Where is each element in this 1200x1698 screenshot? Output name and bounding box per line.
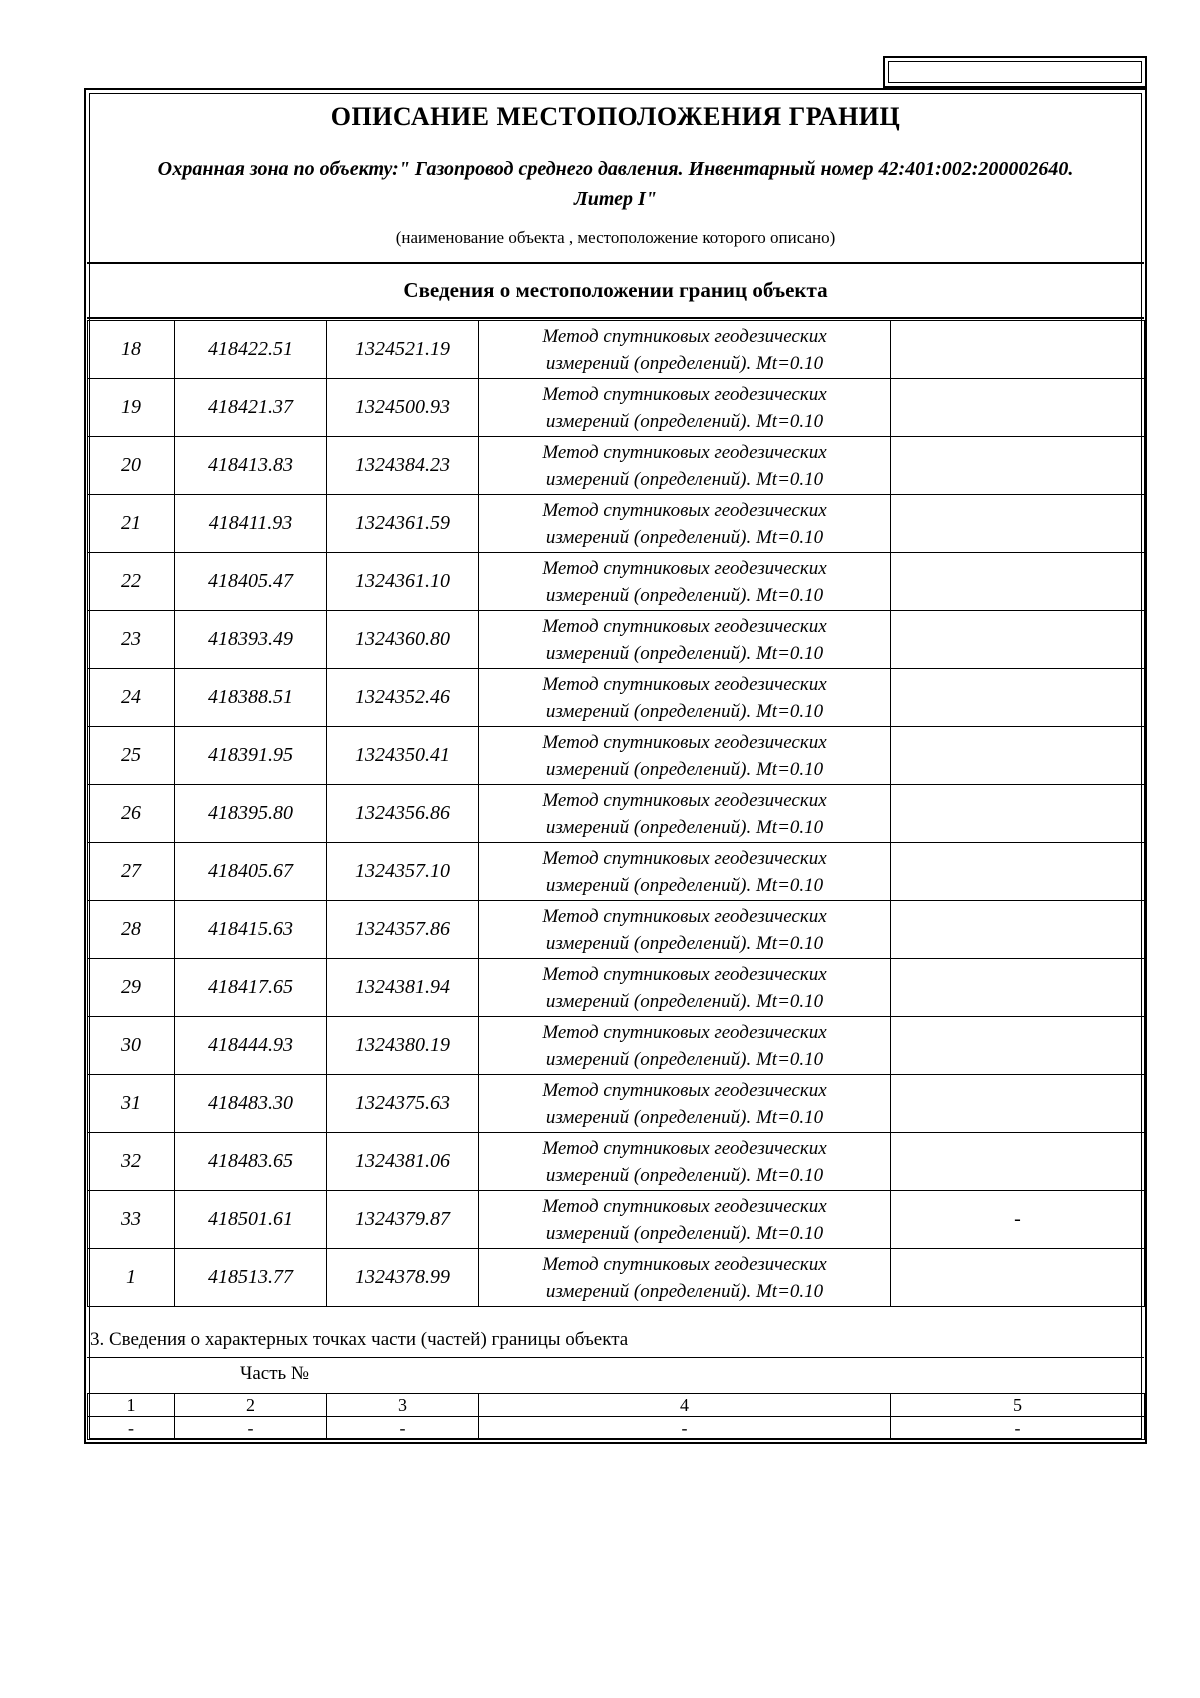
method-description bbox=[479, 843, 891, 901]
point-note bbox=[891, 785, 1145, 843]
point-note bbox=[891, 1249, 1145, 1307]
point-number: 18 bbox=[88, 321, 175, 379]
method-description bbox=[479, 1191, 891, 1249]
point-number: 24 bbox=[88, 669, 175, 727]
coord-y: 1324356.86 bbox=[327, 785, 479, 843]
coord-x: 418421.37 bbox=[175, 379, 327, 437]
method-line-2: измерений (определений). Mt=0.10 bbox=[545, 1222, 824, 1244]
point-note bbox=[891, 553, 1145, 611]
point-note bbox=[891, 669, 1145, 727]
part-number-label: Часть № bbox=[240, 1363, 310, 1384]
method-line-1: Метод спутниковых геодезических bbox=[542, 441, 827, 463]
section-title: Сведения о местоположении границ объекта bbox=[403, 278, 828, 302]
part-points-header-row bbox=[88, 1394, 1145, 1417]
method-line-2: измерений (определений). Mt=0.10 bbox=[545, 758, 824, 780]
point-note: - bbox=[891, 1191, 1145, 1249]
coord-x: 418405.47 bbox=[175, 553, 327, 611]
point-note bbox=[891, 959, 1145, 1017]
method-description bbox=[479, 1249, 891, 1307]
point-number: 21 bbox=[88, 495, 175, 553]
coord-y: 1324350.41 bbox=[327, 727, 479, 785]
method-line-1: Метод спутниковых геодезических bbox=[542, 383, 827, 405]
boundary-points-body bbox=[88, 321, 1145, 1307]
table-row bbox=[88, 901, 1145, 959]
coord-y: 1324378.99 bbox=[327, 1249, 479, 1307]
object-name-line-1: Охранная зона по объекту:" Газопровод среднего давления. Инвентарный номер 42:401:002:200002640. bbox=[157, 158, 1074, 180]
object-name-caption: (наименование объекта , местоположение которого описано) bbox=[395, 228, 836, 247]
method-line-2: измерений (определений). Mt=0.10 bbox=[545, 410, 824, 432]
part-caption-divider bbox=[87, 1357, 1144, 1358]
method-line-2: измерений (определений). Mt=0.10 bbox=[545, 1164, 824, 1186]
method-line-1: Метод спутниковых геодезических bbox=[542, 1079, 827, 1101]
method-description bbox=[479, 495, 891, 553]
table-row bbox=[88, 379, 1145, 437]
method-line-2: измерений (определений). Mt=0.10 bbox=[545, 1106, 824, 1128]
method-line-2: измерений (определений). Mt=0.10 bbox=[545, 874, 824, 896]
point-note bbox=[891, 611, 1145, 669]
method-line-1: Метод спутниковых геодезических bbox=[542, 847, 827, 869]
coord-x: 418444.93 bbox=[175, 1017, 327, 1075]
part-col-3-value: - bbox=[327, 1417, 479, 1440]
part-col-3-header: 3 bbox=[327, 1394, 479, 1417]
method-description bbox=[479, 611, 891, 669]
table-row bbox=[88, 727, 1145, 785]
part-col-4-value: - bbox=[479, 1417, 891, 1440]
point-number: 20 bbox=[88, 437, 175, 495]
method-line-2: измерений (определений). Mt=0.10 bbox=[545, 1280, 824, 1302]
point-note bbox=[891, 1075, 1145, 1133]
point-number: 19 bbox=[88, 379, 175, 437]
coord-x: 418417.65 bbox=[175, 959, 327, 1017]
method-line-2: измерений (определений). Mt=0.10 bbox=[545, 932, 824, 954]
point-number: 31 bbox=[88, 1075, 175, 1133]
point-note bbox=[891, 437, 1145, 495]
coord-x: 418413.83 bbox=[175, 437, 327, 495]
coord-y: 1324352.46 bbox=[327, 669, 479, 727]
point-number: 23 bbox=[88, 611, 175, 669]
point-note bbox=[891, 1017, 1145, 1075]
coord-y: 1324361.10 bbox=[327, 553, 479, 611]
method-line-2: измерений (определений). Mt=0.10 bbox=[545, 526, 824, 548]
coord-y: 1324381.06 bbox=[327, 1133, 479, 1191]
coord-x: 418395.80 bbox=[175, 785, 327, 843]
point-note bbox=[891, 321, 1145, 379]
coord-x: 418415.63 bbox=[175, 901, 327, 959]
part-points-caption: 3. Сведения о характерных точках части (частей) границы объекта bbox=[90, 1329, 629, 1350]
point-number: 27 bbox=[88, 843, 175, 901]
part-col-2-header: 2 bbox=[175, 1394, 327, 1417]
coord-x: 418393.49 bbox=[175, 611, 327, 669]
part-col-4-header: 4 bbox=[479, 1394, 891, 1417]
boundary-points-table bbox=[87, 320, 1145, 1307]
part-col-1-header: 1 bbox=[88, 1394, 175, 1417]
table-row bbox=[88, 785, 1145, 843]
coord-y: 1324357.10 bbox=[327, 843, 479, 901]
method-description bbox=[479, 669, 891, 727]
table-row bbox=[88, 553, 1145, 611]
coord-x: 418422.51 bbox=[175, 321, 327, 379]
part-points-table bbox=[87, 1393, 1145, 1440]
table-row bbox=[88, 1133, 1145, 1191]
method-line-1: Метод спутниковых геодезических bbox=[542, 731, 827, 753]
coord-y: 1324361.59 bbox=[327, 495, 479, 553]
method-line-1: Метод спутниковых геодезических bbox=[542, 1137, 827, 1159]
table-row bbox=[88, 959, 1145, 1017]
coord-x: 418411.93 bbox=[175, 495, 327, 553]
method-line-1: Метод спутниковых геодезических bbox=[542, 1021, 827, 1043]
corner-box-inner bbox=[888, 61, 1142, 83]
coord-x: 418501.61 bbox=[175, 1191, 327, 1249]
coord-x: 418391.95 bbox=[175, 727, 327, 785]
point-number: 33 bbox=[88, 1191, 175, 1249]
coord-y: 1324381.94 bbox=[327, 959, 479, 1017]
part-col-1-value: - bbox=[88, 1417, 175, 1440]
part-col-5-value: - bbox=[891, 1417, 1145, 1440]
method-line-1: Метод спутниковых геодезических bbox=[542, 1195, 827, 1217]
method-line-2: измерений (определений). Mt=0.10 bbox=[545, 816, 824, 838]
method-line-1: Метод спутниковых геодезических bbox=[542, 615, 827, 637]
method-line-1: Метод спутниковых геодезических bbox=[542, 963, 827, 985]
point-number: 26 bbox=[88, 785, 175, 843]
method-description bbox=[479, 1133, 891, 1191]
part-points-value-row bbox=[88, 1417, 1145, 1440]
method-description bbox=[479, 959, 891, 1017]
point-number: 28 bbox=[88, 901, 175, 959]
table-row bbox=[88, 437, 1145, 495]
point-note bbox=[891, 379, 1145, 437]
coord-y: 1324380.19 bbox=[327, 1017, 479, 1075]
coord-x: 418388.51 bbox=[175, 669, 327, 727]
method-line-1: Метод спутниковых геодезических bbox=[542, 1253, 827, 1275]
point-note bbox=[891, 1133, 1145, 1191]
page-title: ОПИСАНИЕ МЕСТОПОЛОЖЕНИЯ ГРАНИЦ bbox=[330, 102, 901, 131]
part-col-2-value: - bbox=[175, 1417, 327, 1440]
method-description bbox=[479, 553, 891, 611]
point-note bbox=[891, 843, 1145, 901]
point-number: 22 bbox=[88, 553, 175, 611]
coord-x: 418483.30 bbox=[175, 1075, 327, 1133]
part-col-5-header: 5 bbox=[891, 1394, 1145, 1417]
method-description bbox=[479, 785, 891, 843]
method-line-1: Метод спутниковых геодезических bbox=[542, 673, 827, 695]
method-description bbox=[479, 1075, 891, 1133]
point-number: 25 bbox=[88, 727, 175, 785]
table-row bbox=[88, 1075, 1145, 1133]
method-line-2: измерений (определений). Mt=0.10 bbox=[545, 352, 824, 374]
point-note bbox=[891, 727, 1145, 785]
table-row bbox=[88, 1191, 1145, 1249]
coord-x: 418483.65 bbox=[175, 1133, 327, 1191]
table-row bbox=[88, 495, 1145, 553]
method-description bbox=[479, 1017, 891, 1075]
coord-y: 1324384.23 bbox=[327, 437, 479, 495]
point-note bbox=[891, 495, 1145, 553]
coord-y: 1324500.93 bbox=[327, 379, 479, 437]
table-row bbox=[88, 843, 1145, 901]
object-name bbox=[98, 154, 1133, 214]
coord-x: 418405.67 bbox=[175, 843, 327, 901]
coord-y: 1324379.87 bbox=[327, 1191, 479, 1249]
method-line-2: измерений (определений). Mt=0.10 bbox=[545, 584, 824, 606]
table-row bbox=[88, 611, 1145, 669]
coord-y: 1324357.86 bbox=[327, 901, 479, 959]
point-number: 30 bbox=[88, 1017, 175, 1075]
table-row bbox=[88, 669, 1145, 727]
coord-y: 1324375.63 bbox=[327, 1075, 479, 1133]
method-line-2: измерений (определений). Mt=0.10 bbox=[545, 990, 824, 1012]
method-description bbox=[479, 727, 891, 785]
method-line-1: Метод спутниковых геодезических bbox=[542, 557, 827, 579]
method-line-2: измерений (определений). Mt=0.10 bbox=[545, 468, 824, 490]
object-name-line-2: Литер I" bbox=[574, 188, 657, 210]
coord-x: 418513.77 bbox=[175, 1249, 327, 1307]
method-line-2: измерений (определений). Mt=0.10 bbox=[545, 642, 824, 664]
point-number: 29 bbox=[88, 959, 175, 1017]
method-description bbox=[479, 321, 891, 379]
corner-box bbox=[883, 56, 1147, 88]
coord-y: 1324360.80 bbox=[327, 611, 479, 669]
method-line-2: измерений (определений). Mt=0.10 bbox=[545, 700, 824, 722]
method-line-1: Метод спутниковых геодезических bbox=[542, 789, 827, 811]
table-row bbox=[88, 1249, 1145, 1307]
table-row bbox=[88, 1017, 1145, 1075]
method-description bbox=[479, 437, 891, 495]
method-line-1: Метод спутниковых геодезических bbox=[542, 325, 827, 347]
point-number: 1 bbox=[88, 1249, 175, 1307]
point-note bbox=[891, 901, 1145, 959]
method-description bbox=[479, 379, 891, 437]
coord-y: 1324521.19 bbox=[327, 321, 479, 379]
section-divider bbox=[87, 317, 1144, 319]
method-line-2: измерений (определений). Mt=0.10 bbox=[545, 1048, 824, 1070]
document-header bbox=[88, 92, 1143, 262]
method-line-1: Метод спутниковых геодезических bbox=[542, 905, 827, 927]
table-row bbox=[88, 321, 1145, 379]
point-number: 32 bbox=[88, 1133, 175, 1191]
method-line-1: Метод спутниковых геодезических bbox=[542, 499, 827, 521]
method-description bbox=[479, 901, 891, 959]
